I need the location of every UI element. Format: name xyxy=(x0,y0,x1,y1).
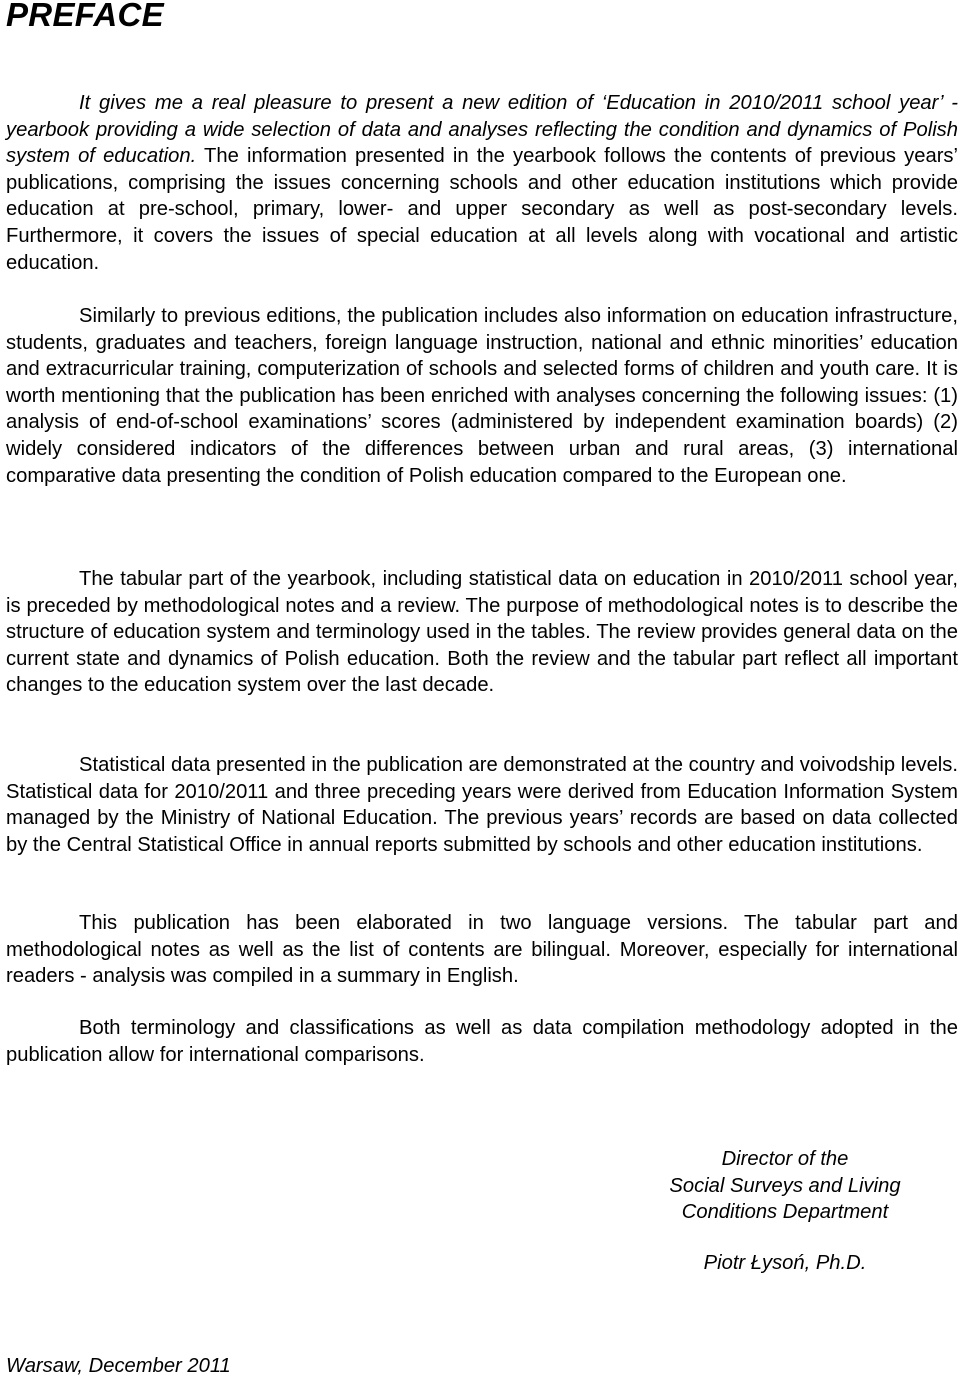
paragraph-comparisons-text: Both terminology and classifications as well as data compilation methodology adopted in the publication allow for international comparisons. xyxy=(6,1017,958,1066)
paragraph-language-versions xyxy=(6,910,958,990)
paragraph-data-sources xyxy=(6,752,958,858)
paragraph-intro-lead: It gives me a real pleasure to present a new edition of ‘Education in 2010/2011 school year’ - yearbook providing a wide selection of data and analyses reflecting the condition and dynamics of Polish system of education. xyxy=(6,92,958,168)
paragraph-intro xyxy=(6,90,958,276)
paragraph-tabular-part-text: The tabular part of the yearbook, including statistical data on education in 2010/2011 school year, is preceded by methodological notes and a review. The purpose of methodological notes is to describe the structure of education system and terminology used in the tables. The review provides general data on the current state and dynamics of Polish education. Both the review and the tabular part reflect all important changes to the education system over the last decade. xyxy=(6,568,958,697)
signature-block xyxy=(626,1146,944,1276)
place-and-date: Warsaw, December 2011 xyxy=(6,1355,231,1377)
paragraph-contents xyxy=(6,303,958,489)
document-page xyxy=(6,0,958,1384)
signature-line-2: Social Surveys and Living xyxy=(669,1174,901,1197)
signature-line-3: Conditions Department xyxy=(681,1201,889,1224)
page-title: PREFACE xyxy=(6,0,164,33)
paragraph-comparisons xyxy=(6,1015,958,1068)
paragraph-language-versions-text: This publication has been elaborated in two language versions. The tabular part and methodological notes as well as the list of contents are bilingual. Moreover, especially for international readers - analysis was compiled in a summary in English. xyxy=(6,912,958,988)
paragraph-intro-text: The information presented in the yearbook follows the contents of previous years’ publications, comprising the issues concerning schools and other education institutions which provide education at pre-school, primary, lower- and upper secondary as well as post-secondary levels. Furthermore, it covers the issues of special education at all levels along with vocational and artistic education. xyxy=(6,145,958,274)
paragraph-data-sources-text: Statistical data presented in the publication are demonstrated at the country and voivodship levels. Statistical data for 2010/2011 and three preceding years were derived from Education Information System managed by the Ministry of National Education. The previous years’ records are based on data collected by the Central Statistical Office in annual reports submitted by schools and other education institutions. xyxy=(6,754,958,856)
paragraph-tabular-part xyxy=(6,566,958,699)
paragraph-contents-text: Similarly to previous editions, the publication includes also information on education infrastructure, students, graduates and teachers, foreign language instruction, national and ethnic minorities’ education and extracurricular training, computerization of schools and selected forms of children and youth care. It is worth mentioning that the publication has been enriched with analyses concerning the following issues: (1) analysis of end-of-school examinations’ scores (administered by independent examination boards) (2) widely considered indicators of the differences between urban and rural areas, (3) international comparative data presenting the condition of Polish education compared to the European one. xyxy=(6,305,958,487)
signature-line-1: Director of the xyxy=(721,1148,849,1170)
signature-name: Piotr Łysoń, Ph.D. xyxy=(703,1251,867,1274)
